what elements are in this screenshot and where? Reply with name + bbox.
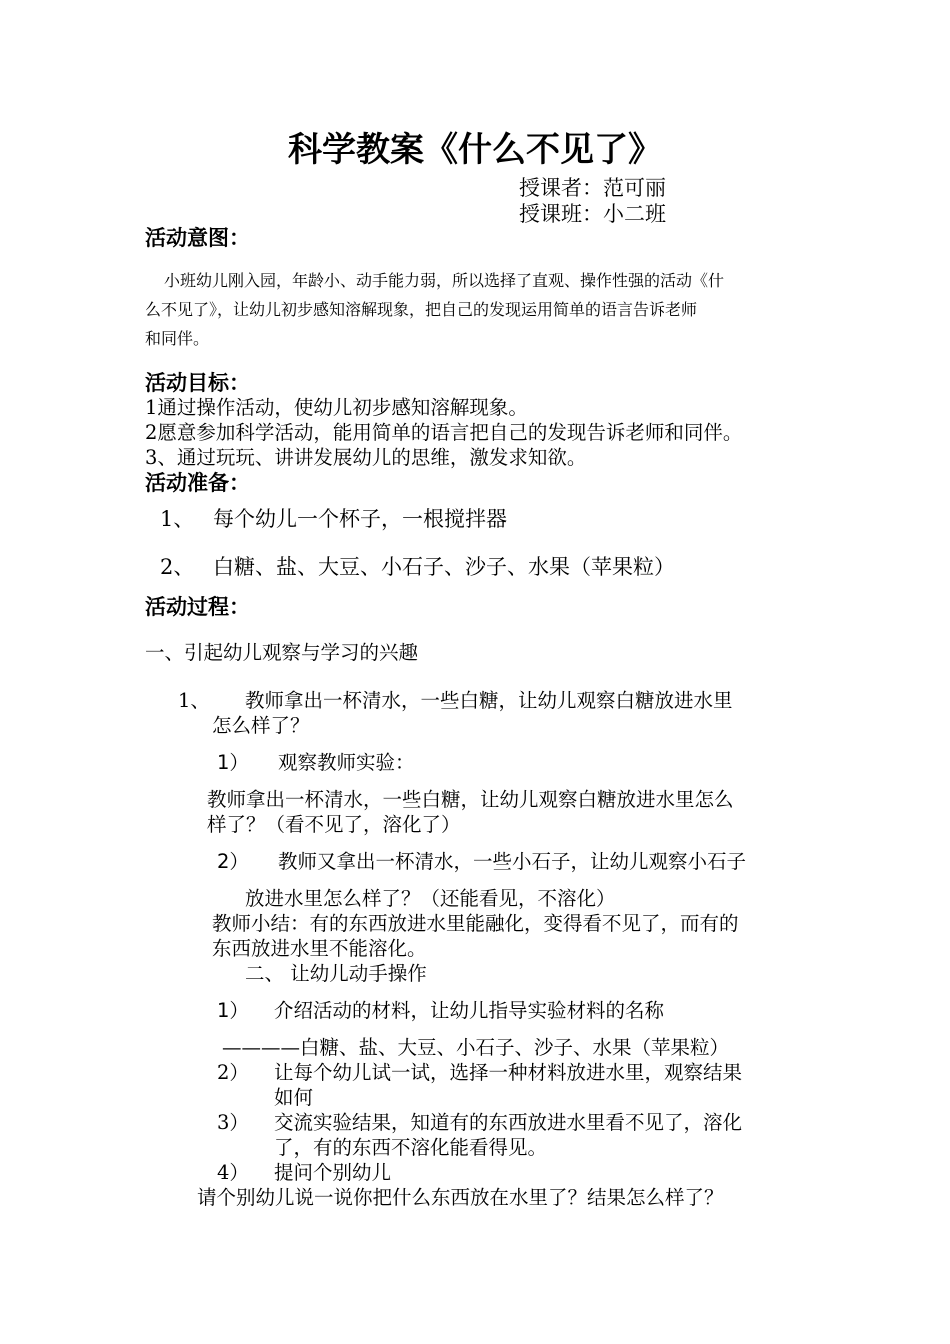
- prep-item-1-text: 每个幼儿一个杯子，一根搅拌器: [213, 507, 507, 531]
- summary-line-1: 教师小结：有的东西放进水里能融化，变得看不见了，而有的: [212, 912, 739, 935]
- intent-heading: 活动意图：: [145, 226, 250, 250]
- sub-step-2-line-2: 放进水里怎么样了？（还能看见，不溶化）: [245, 887, 616, 910]
- materials-line: ————白糖、盐、大豆、小石子、沙子、水果（苹果粒）: [222, 1036, 730, 1059]
- sub-step-1-text: 观察教师实验：: [278, 751, 415, 774]
- operation-1-text: 介绍活动的材料，让幼儿指导实验材料的名称: [274, 999, 665, 1022]
- prep-item-1-number: 1、: [160, 507, 195, 531]
- intent-line-2: 么不见了》，让幼儿初步感知溶解现象，把自己的发现运用简单的语言告诉老师: [145, 300, 698, 319]
- step-1-number: 1、: [178, 689, 210, 712]
- operation-3-line-2: 了，有的东西不溶化能看得见。: [274, 1136, 548, 1159]
- goal-item-2: 2愿意参加科学活动，能用简单的语言把自己的发现告诉老师和同伴。: [145, 421, 743, 444]
- process-part-2-title: 二、 让幼儿动手操作: [245, 962, 427, 985]
- intent-line-1: 小班幼儿刚入园，年龄小、动手能力弱，所以选择了直观、操作性强的活动《什: [164, 271, 725, 290]
- operation-4-text: 提问个别幼儿: [274, 1161, 392, 1184]
- document-title: 科学教案《什么不见了》: [288, 130, 662, 170]
- sub-step-2-number: 2）: [217, 850, 249, 873]
- operation-2-number: 2）: [217, 1061, 249, 1084]
- goal-item-3: 3、通过玩玩、讲讲发展幼儿的思维，激发求知欲。: [145, 446, 587, 469]
- process-heading: 活动过程：: [145, 595, 250, 619]
- operation-2-line-2: 如何: [274, 1086, 314, 1109]
- paragraph-1-line-2: 样了？（看不见了，溶化了）: [207, 813, 461, 836]
- step-1-line-2: 怎么样了？: [212, 714, 310, 737]
- class-line: 授课班：小二班: [519, 202, 666, 226]
- process-part-1-title: 一、引起幼儿观察与学习的兴趣: [145, 641, 419, 664]
- goals-heading: 活动目标：: [145, 371, 250, 395]
- step-1-line-1: 教师拿出一杯清水，一些白糖，让幼儿观察白糖放进水里: [245, 689, 733, 712]
- operation-4-number: 4）: [217, 1161, 249, 1184]
- prep-item-2-text: 白糖、盐、大豆、小石子、沙子、水果（苹果粒）: [213, 555, 675, 579]
- sub-step-1-number: 1）: [217, 751, 249, 774]
- operation-3-line-1: 交流实验结果，知道有的东西放进水里看不见了，溶化: [274, 1111, 743, 1134]
- paragraph-1-line-1: 教师拿出一杯清水，一些白糖，让幼儿观察白糖放进水里怎么: [207, 788, 734, 811]
- operation-3-number: 3）: [217, 1111, 249, 1134]
- sub-step-2-line-1: 教师又拿出一杯清水，一些小石子，让幼儿观察小石子: [278, 850, 747, 873]
- teacher-line: 授课者：范可丽: [519, 176, 666, 200]
- operation-1-number: 1）: [217, 999, 249, 1022]
- summary-line-2: 东西放进水里不能溶化。: [212, 937, 427, 960]
- prep-item-2-number: 2、: [160, 555, 195, 579]
- operation-2-line-1: 让每个幼儿试一试，选择一种材料放进水里，观察结果: [274, 1061, 743, 1084]
- intent-line-3: 和同伴。: [145, 329, 210, 348]
- question-line: 请个别幼儿说一说你把什么东西放在水里了？结果怎么样了？: [197, 1186, 724, 1209]
- prep-heading: 活动准备：: [145, 471, 250, 495]
- goal-item-1: 1通过操作活动，使幼儿初步感知溶解现象。: [145, 396, 528, 419]
